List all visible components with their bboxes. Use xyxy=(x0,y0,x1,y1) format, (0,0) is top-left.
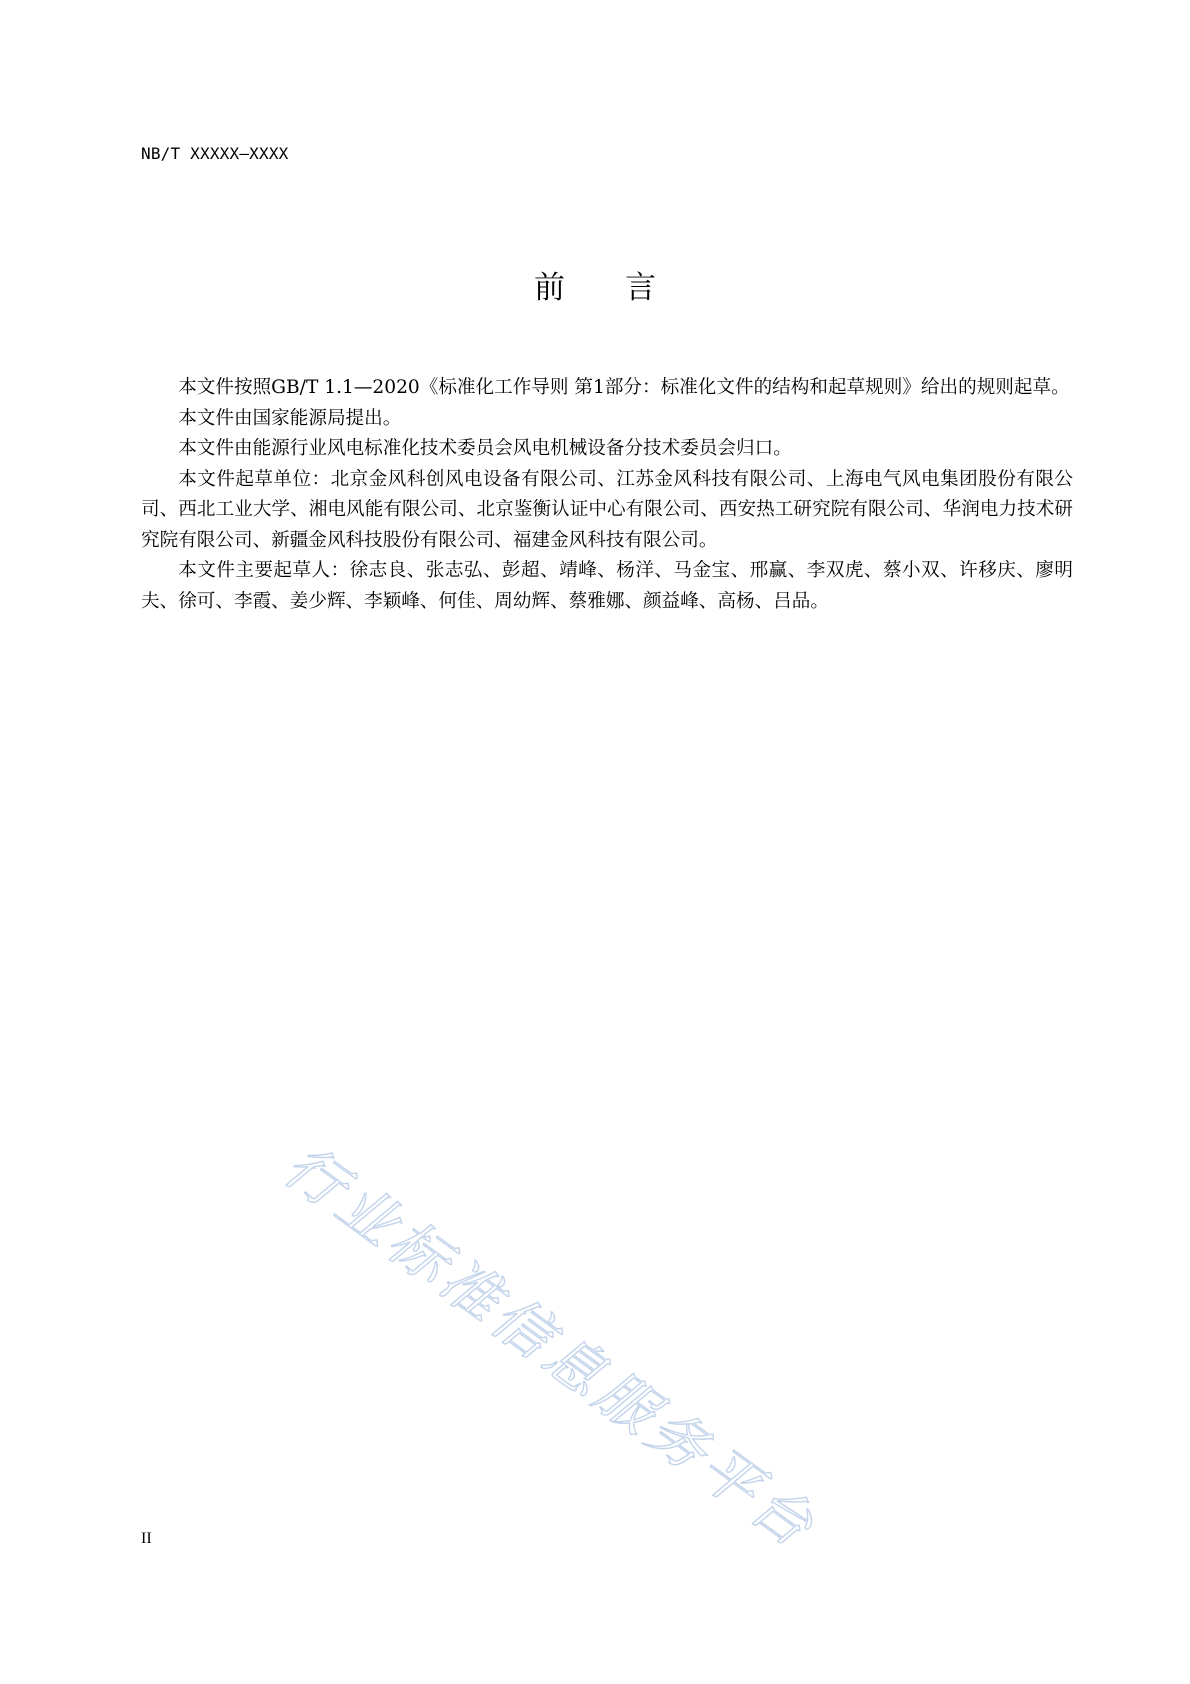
paragraph-drafting-units: 本文件起草单位：北京金风科创风电设备有限公司、江苏金风科技有限公司、上海电气风电集团股份有限公司、西北工业大学、湘电风能有限公司、北京鉴衡认证中心有限公司、西安热工研究院有限公司、华润电力技术研究院有限公司、新疆金风科技股份有限公司、福建金风科技有限公司。 xyxy=(141,468,1073,551)
page-number: II xyxy=(141,1530,152,1547)
paragraph-centralized-unit: 本文件由能源行业风电标准化技术委员会风电机械设备分技术委员会归口。 xyxy=(178,438,792,459)
watermark: 行业标准信息服务平台 xyxy=(272,1131,830,1563)
foreword-body xyxy=(141,373,1073,617)
page-title: 前言 xyxy=(534,270,716,306)
paragraph-drafters: 本文件主要起草人：徐志良、张志弘、彭超、靖峰、杨洋、马金宝、邢赢、李双虎、蔡小双、许移庆、廖明夫、徐可、李霞、姜少辉、李颖峰、何佳、周幼辉、蔡雅娜、颜益峰、高杨、吕品。 xyxy=(141,560,1073,612)
paragraph-proposer: 本文件由国家能源局提出。 xyxy=(178,407,402,429)
standard-code: NB/T XXXXX—XXXX xyxy=(141,144,289,163)
paragraph-drafting-rules: 本文件按照GB/T 1.1—2020《标准化工作导则 第1部分：标准化文件的结构和起草规则》给出的规则起草。 xyxy=(178,377,1070,398)
